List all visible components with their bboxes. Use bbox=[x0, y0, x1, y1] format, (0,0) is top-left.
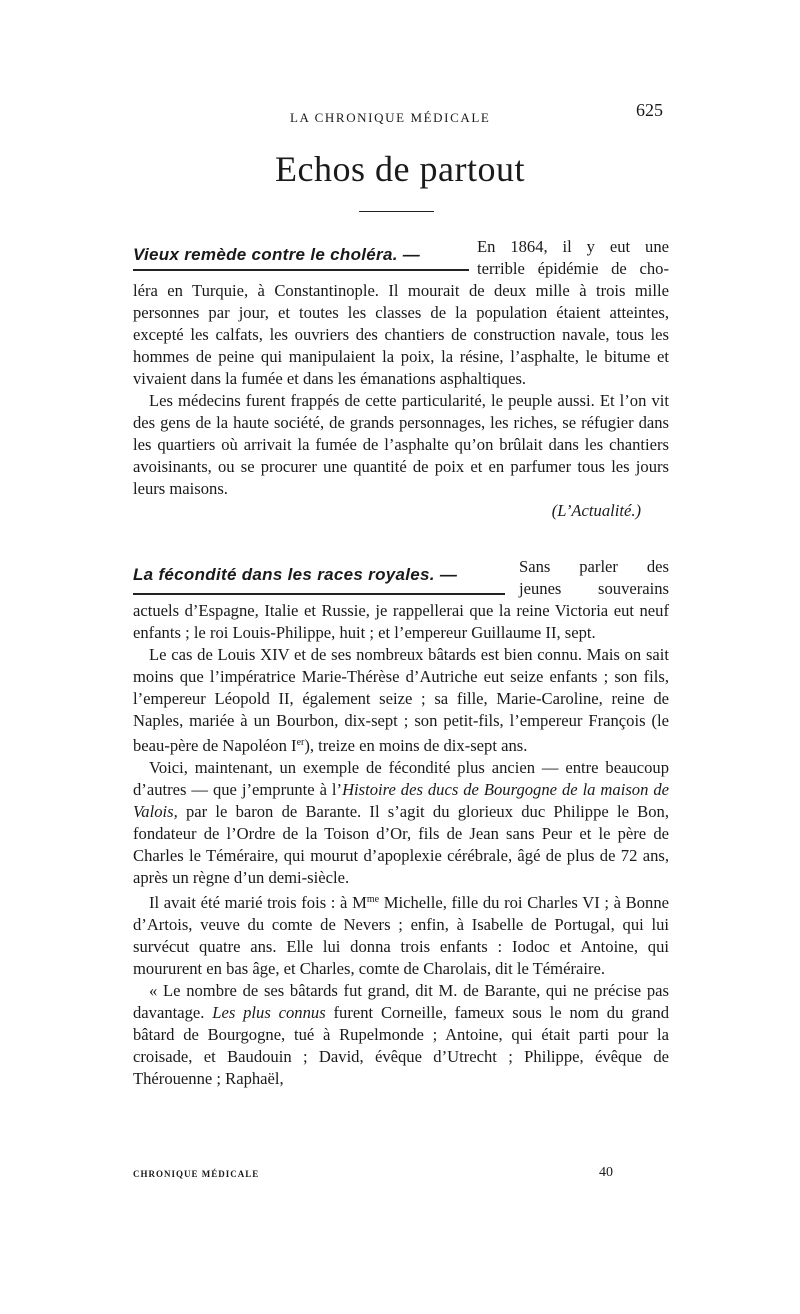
paragraph-text: Il avait été marié trois fois : à M bbox=[149, 893, 367, 912]
sheet-number: 40 bbox=[599, 1165, 613, 1180]
lead-line: Sans parler des bbox=[519, 557, 669, 576]
title-divider bbox=[359, 211, 434, 212]
running-head: LA CHRONIQUE MÉDICALE bbox=[290, 110, 491, 125]
section-lead bbox=[133, 556, 669, 600]
paragraph bbox=[133, 980, 669, 1090]
paragraph: Les médecins furent frappés de cette particularité, le peuple aussi. Et l’on vit des gens de la haute société, de grands personnages, les riches, se réfugier dans les quartiers où arrivait la fumée de l’asphalte qu’on brûlait dans les chantiers avoisinants, ou se procurer une quantité de poix et en parfumer tous les jours leurs maisons. bbox=[133, 391, 669, 498]
lead-line: jeunes souverains bbox=[519, 579, 669, 598]
paragraph-text: Voici, maintenant, un exemple de fécondité plus ancien — entre beaucoup d’autres — que j’emprunte à l’ bbox=[133, 758, 669, 799]
lead-line: En 1864, il y eut une bbox=[477, 237, 669, 256]
paragraph-text: « Le nombre de ses bâtards fut grand, dit M. de Barante, qui ne précise pas davantage. bbox=[133, 981, 669, 1022]
section-cholera bbox=[133, 236, 669, 522]
paragraph-text: par le baron de Barante. Il s’agit du glorieux duc Philippe le Bon, fondateur de l’Ordre de la Toison d’Or, fils de Jean sans Peur et le père de Charles le Téméraire, qui mourut d’apoplexie cérébrale, âgé de plus de 72 ans, après un règne d’un demi-siècle. bbox=[133, 802, 669, 887]
paragraph-text: Le cas de Louis XIV et de ses nombreux bâtards est bien connu. Mais on sait moins que l’impératrice Marie-Thérèse d’Autriche eut seize enfants ; son fils, l’empereur Léopold II, également seize ; sa fille, Marie-Caroline, reine de Naples, mariée à un Bourbon, dix-sept ; son petit-fils, l’empereur François (le beau-père de Napoléon I bbox=[133, 645, 669, 755]
printer-signature: CHRONIQUE MÉDICALE bbox=[133, 1169, 260, 1179]
superscript: me bbox=[366, 894, 380, 905]
section-lead bbox=[133, 236, 669, 280]
page-title: Echos de partout bbox=[275, 149, 525, 189]
heading-underline bbox=[133, 593, 505, 595]
paragraph bbox=[133, 644, 669, 757]
superscript: er bbox=[296, 737, 305, 748]
section-fecondite bbox=[133, 556, 669, 1090]
paragraph bbox=[133, 889, 669, 980]
page-number: 625 bbox=[636, 100, 663, 120]
paragraph: léra en Turquie, à Constantinople. Il mourait de deux mille à trois mille personnes par jour, et toutes les classes de la population étaient atteintes, excepté les calfats, les ouvriers des chantiers de construction navale, tous les hommes de peine qui manipulaient la poix, la résine, l’asphalte, le bitume et vivaient dans la fumée et dans les émanations asphaltiques. bbox=[133, 281, 669, 388]
paragraph bbox=[133, 757, 669, 889]
section-heading: La fécondité dans les races royales. — bbox=[133, 565, 458, 584]
section-heading: Vieux remède contre le choléra. — bbox=[133, 245, 421, 264]
paragraph-text: Michelle, fille du roi Charles VI ; à Bonne d’Artois, veuve du comte de Nevers ; enfin, à Isabelle de Portugal, qui lui survécut quatre ans. Elle lui donna trois enfants : Iodoc et Antoine, qui moururent en bas âge, et Charles, comte de Charolais, dit le Téméraire. bbox=[133, 893, 669, 978]
source-citation: (L’Actualité.) bbox=[551, 501, 641, 520]
paragraph: actuels d’Espagne, Italie et Russie, je rappellerai que la reine Victoria eut neuf enfants ; le roi Louis-Philippe, huit ; et l’empereur Guillaume II, sept. bbox=[133, 601, 669, 642]
paragraph-text: furent Corneille, fameux sous le nom du grand bâtard de Bourgogne, tué à Rupelmonde ; Antoine, qui était parti pour la croisade, et Baudouin ; David, évêque d’Utrecht ; Philippe, évêque de Thérouenne ; Raphaël, bbox=[133, 1003, 669, 1088]
paragraph-text: ), treize en moins de dix-sept ans. bbox=[304, 736, 528, 755]
heading-underline bbox=[133, 269, 469, 271]
emphasis: Les plus connus bbox=[212, 1003, 326, 1022]
lead-line: terrible épidémie de cho- bbox=[477, 259, 669, 278]
book-title: Histoire des ducs de Bourgogne de la maison de Valois, bbox=[133, 780, 669, 821]
